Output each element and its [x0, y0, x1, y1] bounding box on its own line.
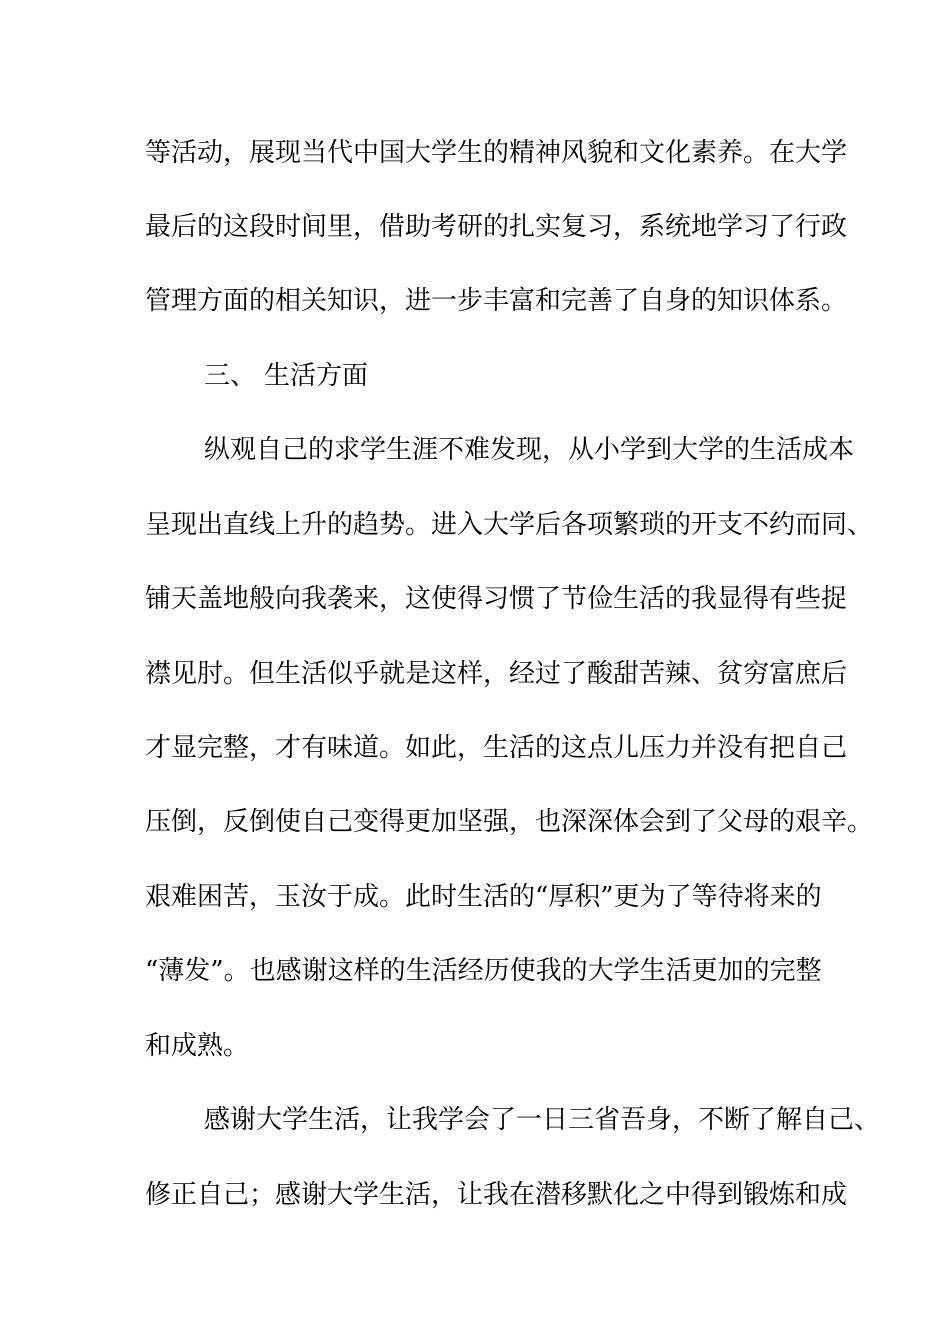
paragraph-line: 襟见肘。但生活似乎就是这样，经过了酸甜苦辣、贫穷富庶后 — [145, 659, 848, 689]
paragraph-line: 纵观自己的求学生涯不难发现，从小学到大学的生活成本 — [204, 435, 855, 465]
paragraph-line: 艰难困苦，玉汝于成。此时生活的“厚积”更为了等待将来的 — [145, 882, 822, 912]
paragraph-line: 才显完整，才有味道。如此，生活的这点儿压力并没有把自己 — [145, 733, 848, 763]
paragraph-line: 管理方面的相关知识，进一步丰富和完善了自身的知识体系。 — [145, 286, 848, 316]
paragraph-line: 呈现出直线上升的趋势。进入大学后各项繁琐的开支不约而同、 — [145, 510, 874, 540]
paragraph-line: “薄发”。也感谢这样的生活经历使我的大学生活更加的完整 — [145, 956, 822, 986]
paragraph-line: 铺天盖地般向我袭来，这使得习惯了节俭生活的我显得有些捉 — [145, 584, 848, 614]
paragraph-line: 和成熟。 — [145, 1031, 250, 1061]
paragraph-line: 修正自己；感谢大学生活，让我在潜移默化之中得到锻炼和成 — [145, 1180, 848, 1210]
section-heading — [204, 356, 884, 396]
section-heading-number: 三、 — [204, 361, 257, 391]
paragraph-line: 感谢大学生活，让我学会了一日三省吾身，不断了解自己、 — [204, 1105, 881, 1135]
paragraph-line: 压倒，反倒使自己变得更加坚强，也深深体会到了父母的艰辛。 — [145, 807, 874, 837]
paragraph-line: 最后的这段时间里，借助考研的扎实复习，系统地学习了行政 — [145, 212, 848, 242]
paragraph-line: 等活动，展现当代中国大学生的精神风貌和文化素养。在大学 — [145, 138, 848, 168]
section-heading-title: 生活方面 — [264, 361, 369, 391]
